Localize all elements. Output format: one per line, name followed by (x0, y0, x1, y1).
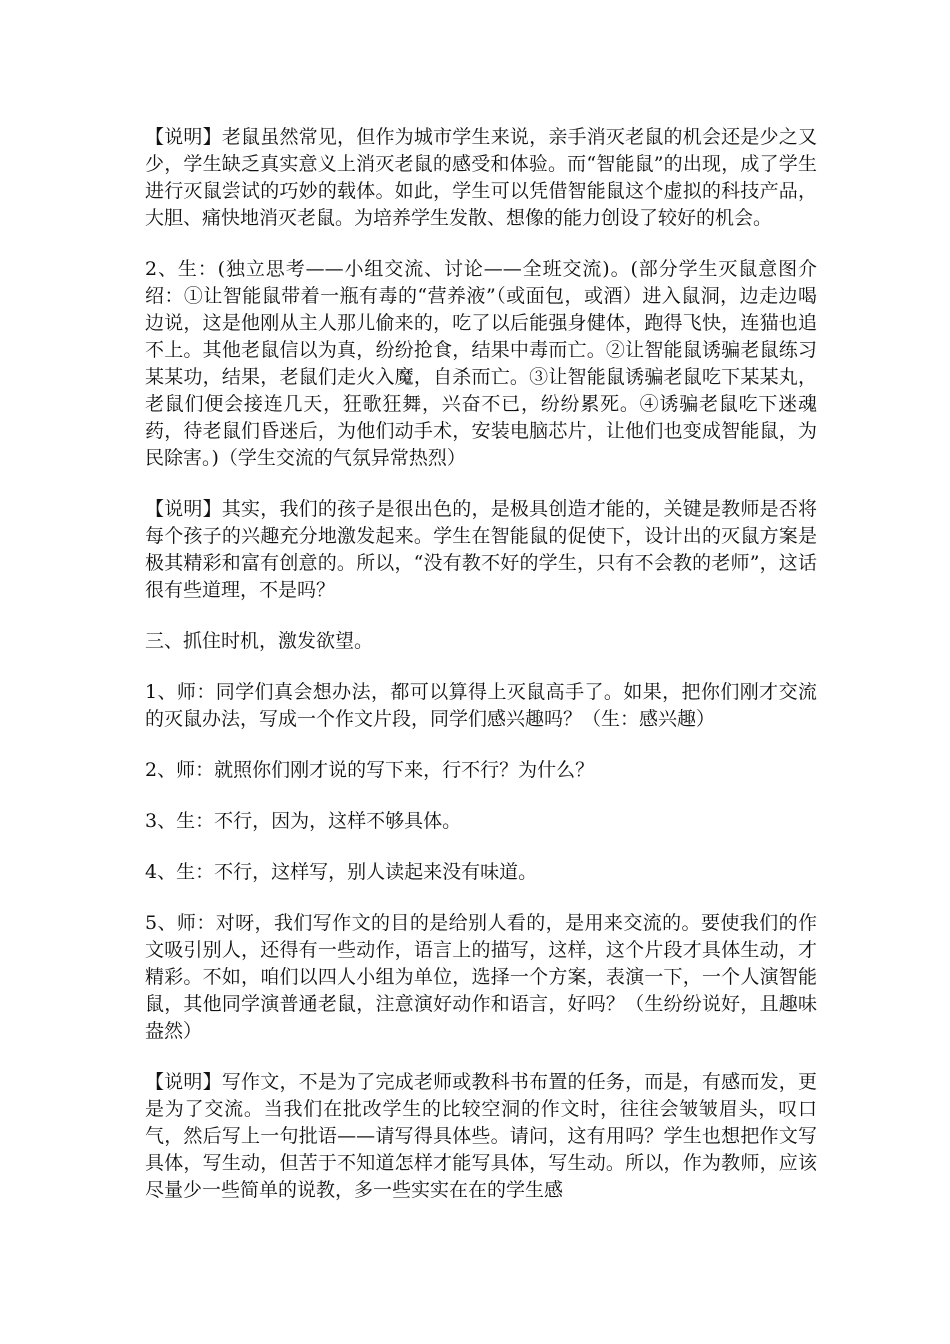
note-paragraph-2: 【说明】其实，我们的孩子是很出色的，是极具创造才能的，关键是教师是否将每个孩子的兴趣充分地激发起来。学生在智能鼠的促使下，设计出的灭鼠方案是极其精彩和富有创意的。所以，“没有教不好的学生，只有不会教的老师”，这话很有些道理，不是吗？ (145, 498, 817, 601)
note-paragraph-1: 【说明】老鼠虽然常见，但作为城市学生来说，亲手消灭老鼠的机会还是少之又少，学生缺乏真实意义上消灭老鼠的感受和体验。而“智能鼠”的出现，成了学生进行灭鼠尝试的巧妙的载体。如此，学生可以凭借智能鼠这个虚拟的科技产品，大胆、痛快地消灭老鼠。为培养学生发散、想像的能力创设了较好的机会。 (145, 126, 817, 229)
section-heading: 三、抓住时机，激发欲望。 (145, 630, 374, 652)
teacher-line-2: 2、师：就照你们刚才说的写下来，行不行？为什么？ (145, 759, 595, 781)
teacher-line-5: 5、师：对呀，我们写作文的目的是给别人看的，是用来交流的。要使我们的作文吸引别人，还得有一些动作，语言上的描写，这样，这个片段才具体生动，才精彩。不如，咱们以四人小组为单位，选择一个方案，表演一下，一个人演智能鼠，其他同学演普通老鼠，注意演好动作和语言，好吗？（生纷纷说好，且趣味盎然） (145, 912, 817, 1042)
note-paragraph-3: 【说明】写作文，不是为了完成老师或教科书布置的任务，而是，有感而发，更是为了交流。当我们在批改学生的比较空洞的作文时，往往会皱皱眉头，叹口气，然后写上一句批语——请写得具体些。请问，这有用吗？学生也想把作文写具体，写生动，但苦于不知道怎样才能写具体，写生动。所以，作为教师，应该尽量少一些简单的说教，多一些实实在在的学生感 (145, 1071, 817, 1201)
document-body (145, 124, 817, 1228)
teacher-line-1: 1、师：同学们真会想办法，都可以算得上灭鼠高手了。如果，把你们刚才交流的灭鼠办法，写成一个作文片段，同学们感兴趣吗？（生：感兴趣） (145, 681, 817, 730)
student-line-3: 3、生：不行，因为，这样不够具体。 (145, 810, 462, 832)
student-line-4: 4、生：不行，这样写，别人读起来没有味道。 (145, 861, 538, 883)
student-ideas-paragraph: 2、生：(独立思考——小组交流、讨论——全班交流)。(部分学生灭鼠意图介绍：①让智能鼠带着一瓶有毒的“营养液”（或面包，或酒）进入鼠洞，边走边喝边说，这是他刚从主人那儿偷来的，吃了以后能强身健体，跑得飞快，连猫也追不上。其他老鼠信以为真，纷纷抢食，结果中毒而亡。②让智能鼠诱骗老鼠练习某某功，结果，老鼠们走火入魔，自杀而亡。③让智能鼠诱骗老鼠吃下某某丸，老鼠们便会接连几天，狂歌狂舞，兴奋不已，纷纷累死。④诱骗老鼠吃下迷魂药，待老鼠们昏迷后，为他们动手术，安装电脑芯片，让他们也变成智能鼠，为民除害。)（学生交流的气氛异常热烈） (145, 258, 817, 469)
